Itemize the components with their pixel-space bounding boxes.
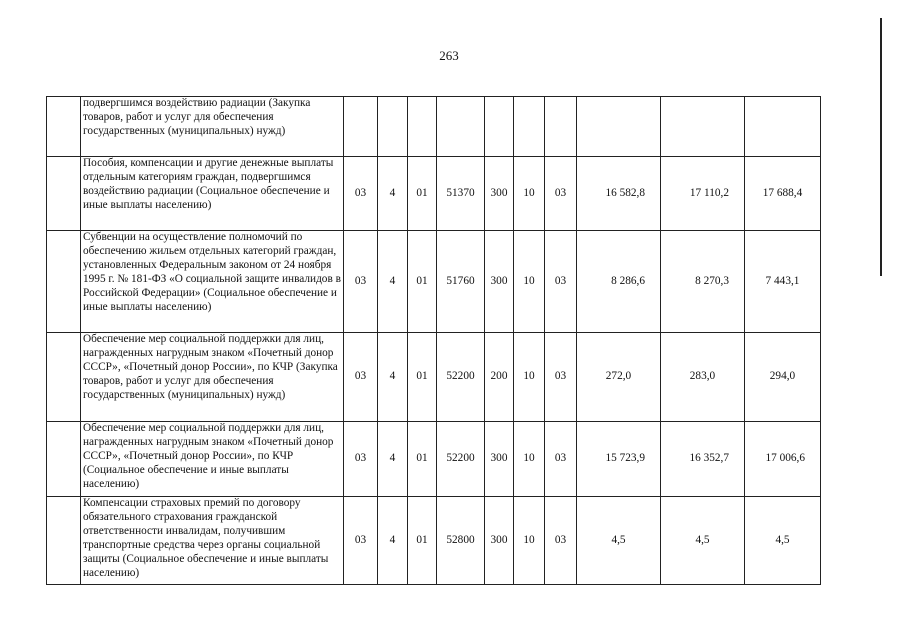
description-cell: Пособия, компенсации и другие денежные выплаты отдельным категориям граждан, подвергшимся воздействию радиации (Социальное обеспечение и иные выплаты населению)	[81, 157, 344, 231]
code-cell: 01	[408, 497, 437, 585]
code-cell: 03	[344, 231, 378, 333]
code-cell: 4	[378, 157, 408, 231]
row-index-cell	[47, 422, 81, 497]
amount-year1-cell: 8 286,6	[577, 231, 661, 333]
code-cell: 01	[408, 157, 437, 231]
code-cell: 03	[545, 157, 577, 231]
code-cell	[545, 97, 577, 157]
code-cell	[485, 97, 514, 157]
code-cell: 200	[485, 333, 514, 422]
amount-year2-cell: 4,5	[661, 497, 745, 585]
row-index-cell	[47, 497, 81, 585]
code-cell: 03	[344, 497, 378, 585]
code-cell: 03	[545, 422, 577, 497]
code-cell: 01	[408, 231, 437, 333]
table-row	[47, 497, 821, 585]
code-cell: 52200	[437, 333, 485, 422]
code-cell: 300	[485, 497, 514, 585]
code-cell: 51370	[437, 157, 485, 231]
table-body	[47, 97, 821, 585]
amount-year1-cell: 16 582,8	[577, 157, 661, 231]
table-row	[47, 231, 821, 333]
description-cell: Субвенции на осуществление полномочий по обеспечению жильем отдельных категорий граждан, установленных Федеральным законом от 24 ноября 1995 г. № 181-ФЗ «О социальной защите инвалидов в Российской Федерации» (Социальное обеспечение и иные выплаты населению)	[81, 231, 344, 333]
code-cell: 52200	[437, 422, 485, 497]
code-cell	[437, 97, 485, 157]
amount-year3-cell: 7 443,1	[745, 231, 821, 333]
description-cell: Компенсации страховых премий по договору обязательного страхования гражданской ответственности инвалидам, получившим транспортные средства через органы социальной защиты (Социальное обеспечение и иные выплаты населению)	[81, 497, 344, 585]
page-number: 263	[439, 48, 459, 63]
code-cell: 03	[344, 422, 378, 497]
row-index-cell	[47, 157, 81, 231]
amount-year3-cell: 4,5	[745, 497, 821, 585]
table-row	[47, 333, 821, 422]
code-cell: 4	[378, 333, 408, 422]
amount-year3-cell: 17 688,4	[745, 157, 821, 231]
amount-year2-cell: 8 270,3	[661, 231, 745, 333]
code-cell	[408, 97, 437, 157]
code-cell: 10	[514, 333, 545, 422]
code-cell: 10	[514, 157, 545, 231]
code-cell	[378, 97, 408, 157]
table-row	[47, 157, 821, 231]
code-cell: 4	[378, 422, 408, 497]
amount-year2-cell	[661, 97, 745, 157]
amount-year3-cell: 17 006,6	[745, 422, 821, 497]
amount-year2-cell: 283,0	[661, 333, 745, 422]
table-row	[47, 422, 821, 497]
code-cell: 300	[485, 231, 514, 333]
code-cell	[344, 97, 378, 157]
code-cell: 51760	[437, 231, 485, 333]
description-cell: подвергшимся воздействию радиации (Закупка товаров, работ и услуг для обеспечения государственных (муниципальных) нужд)	[81, 97, 344, 157]
code-cell: 03	[545, 231, 577, 333]
margin-rule	[880, 18, 882, 276]
table-row	[47, 97, 821, 157]
code-cell: 4	[378, 497, 408, 585]
code-cell: 10	[514, 422, 545, 497]
code-cell: 10	[514, 231, 545, 333]
code-cell: 03	[545, 333, 577, 422]
code-cell: 10	[514, 497, 545, 585]
row-index-cell	[47, 333, 81, 422]
code-cell: 300	[485, 422, 514, 497]
amount-year1-cell: 4,5	[577, 497, 661, 585]
row-index-cell	[47, 97, 81, 157]
amount-year3-cell	[745, 97, 821, 157]
amount-year1-cell: 15 723,9	[577, 422, 661, 497]
code-cell: 4	[378, 231, 408, 333]
code-cell: 01	[408, 333, 437, 422]
code-cell: 03	[344, 157, 378, 231]
budget-table	[46, 96, 821, 585]
amount-year1-cell	[577, 97, 661, 157]
code-cell: 03	[545, 497, 577, 585]
amount-year1-cell: 272,0	[577, 333, 661, 422]
row-index-cell	[47, 231, 81, 333]
description-cell: Обеспечение мер социальной поддержки для лиц, награжденных нагрудным знаком «Почетный донор СССР», «Почетный донор России», по КЧР (Социальное обеспечение и иные выплаты населению)	[81, 422, 344, 497]
code-cell: 52800	[437, 497, 485, 585]
amount-year3-cell: 294,0	[745, 333, 821, 422]
code-cell: 03	[344, 333, 378, 422]
description-cell: Обеспечение мер социальной поддержки для лиц, награжденных нагрудным знаком «Почетный донор СССР», «Почетный донор России», по КЧР (Закупка товаров, работ и услуг для обеспечения государственных (муниципальных) нужд)	[81, 333, 344, 422]
amount-year2-cell: 16 352,7	[661, 422, 745, 497]
code-cell: 01	[408, 422, 437, 497]
amount-year2-cell: 17 110,2	[661, 157, 745, 231]
code-cell: 300	[485, 157, 514, 231]
code-cell	[514, 97, 545, 157]
